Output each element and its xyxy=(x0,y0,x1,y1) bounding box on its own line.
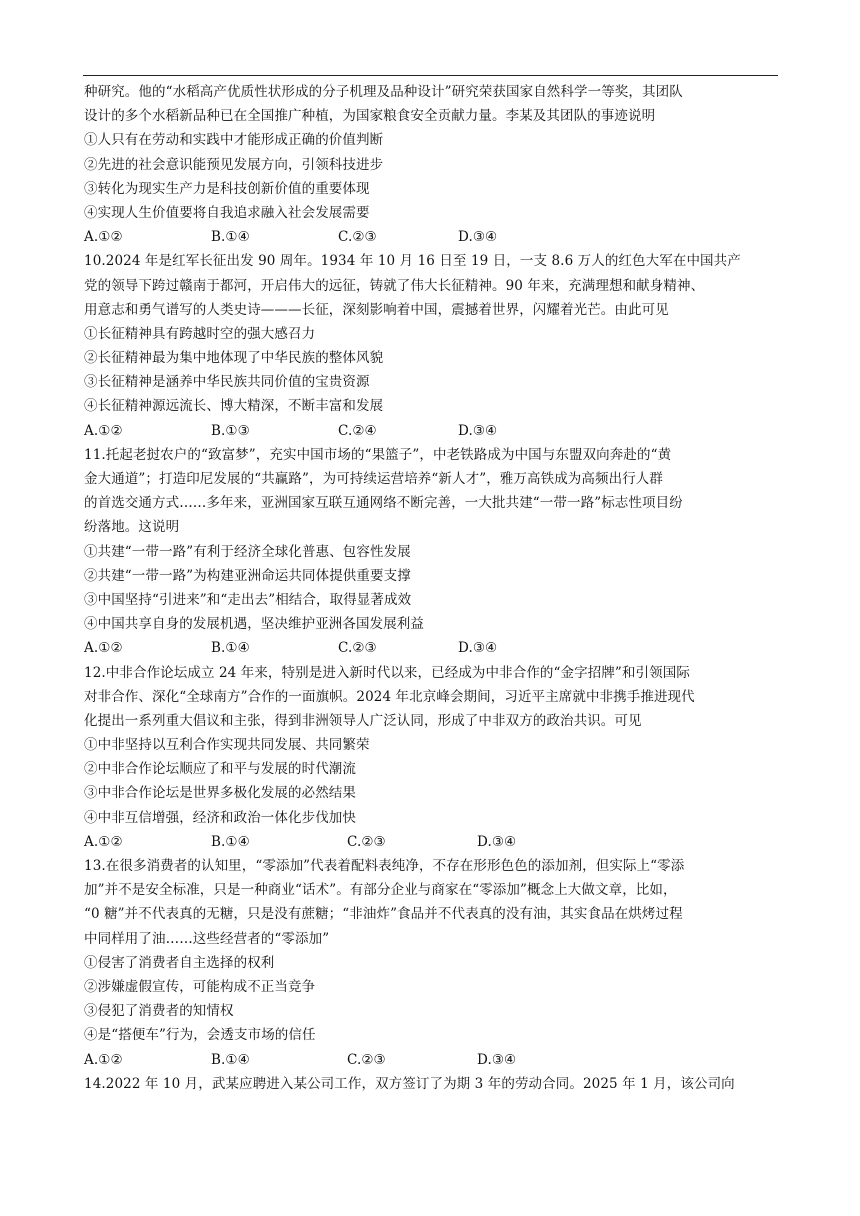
question-12 xyxy=(84,661,784,855)
question-11-stem-line: 的首选交通方式……多年来，亚洲国家互联互通网络不断完善，一大批共建“一带一路”标志性项目纷 xyxy=(84,495,683,512)
option-d[interactable]: D.③④ xyxy=(477,833,517,850)
question-10-item-2: ②长征精神最为集中地体现了中华民族的整体风貌 xyxy=(84,350,384,367)
option-a[interactable]: A.①② xyxy=(84,229,123,246)
question-13-item-4: ④是“搭便车”行为，会透支市场的信任 xyxy=(84,1027,316,1044)
question-9-item-3: ③转化为现实生产力是科技创新价值的重要体现 xyxy=(84,180,370,197)
question-10-item-4: ④长征精神源远流长、博大精深，不断丰富和发展 xyxy=(84,398,384,415)
option-c[interactable]: C.②③ xyxy=(338,640,377,657)
question-12-stem-line: 化提出一系列重大倡议和主张，得到非洲领导人广泛认同，形成了中非双方的政治共识。可见 xyxy=(84,712,642,729)
option-a[interactable]: A.①② xyxy=(84,833,123,850)
option-b[interactable]: B.①④ xyxy=(211,640,250,657)
question-12-options xyxy=(84,830,784,854)
question-11-item-4: ④中国共享自身的发展机遇，坚决维护亚洲各国发展利益 xyxy=(84,616,424,633)
question-12-stem-line: 12.中非合作论坛成立 24 年来，特别是进入新时代以来，已经成为中非合作的“金字招牌”和引领国际 xyxy=(84,664,690,681)
option-a[interactable]: A.①② xyxy=(84,422,123,439)
option-b[interactable]: B.①④ xyxy=(211,833,250,850)
question-11-item-1: ①共建“一带一路”有利于经济全球化普惠、包容性发展 xyxy=(84,543,411,560)
question-13-stem-line: 加”并不是安全标准，只是一种商业“话术”。有部分企业与商家在“零添加”概念上大做文章，比如， xyxy=(84,882,677,899)
question-10-options xyxy=(84,419,784,443)
question-13-item-2: ②涉嫌虚假宣传，可能构成不正当竞争 xyxy=(84,978,316,995)
option-b[interactable]: B.①④ xyxy=(211,229,250,246)
option-c[interactable]: C.②③ xyxy=(347,833,386,850)
question-12-item-4: ④中非互信增强，经济和政治一体化步伐加快 xyxy=(84,809,356,826)
option-b[interactable]: B.①④ xyxy=(211,1051,250,1068)
option-a[interactable]: A.①② xyxy=(84,640,123,657)
question-9-item-2: ②先进的社会意识能预见发展方向，引领科技进步 xyxy=(84,156,384,173)
question-10-stem-line: 10.2024 年是红军长征出发 90 周年。1934 年 10 月 16 日至 19 日，一支 8.6 万人的红色大军在中国共产 xyxy=(84,253,741,270)
question-14 xyxy=(84,1072,784,1096)
question-11-stem-line: 11.托起老挝农户的“致富梦”，充实中国市场的“果篮子”，中老铁路成为中国与东盟双向奔赴的“黄 xyxy=(84,446,672,463)
question-11-options xyxy=(84,636,784,660)
exam-page xyxy=(84,80,784,1096)
question-10 xyxy=(84,249,784,443)
question-12-stem-line: 对非合作、深化“全球南方”合作的一面旗帜。2024 年北京峰会期间，习近平主席就中非携手推进现代 xyxy=(84,688,695,705)
question-13-options xyxy=(84,1048,784,1072)
question-12-item-1: ①中非坚持以互利合作实现共同发展、共同繁荣 xyxy=(84,737,370,754)
option-d[interactable]: D.③④ xyxy=(458,229,498,246)
question-13 xyxy=(84,854,784,1072)
header-rule xyxy=(83,75,778,76)
question-11-stem-line: 纷落地。这说明 xyxy=(84,519,180,536)
question-11-item-3: ③中国坚持“引进来”和“走出去”相结合，取得显著成效 xyxy=(84,591,412,608)
option-d[interactable]: D.③④ xyxy=(477,1051,517,1068)
option-b[interactable]: B.①③ xyxy=(211,422,250,439)
question-13-stem-line: 13.在很多消费者的认知里，“零添加”代表着配料表纯净，不存在形形色色的添加剂，但实际上“零添 xyxy=(84,858,685,874)
question-9-item-1: ①人只有在劳动和实践中才能形成正确的价值判断 xyxy=(84,132,384,149)
question-11-item-2: ②共建“一带一路”为构建亚洲命运共同体提供重要支撑 xyxy=(84,567,411,584)
option-c[interactable]: C.②③ xyxy=(347,1051,386,1068)
question-9-options xyxy=(84,225,784,249)
question-9 xyxy=(84,80,784,249)
question-13-stem-line: “0 糖”并不代表真的无糖，只是没有蔗糖；“非油炸”食品并不代表真的没有油，其实食品在烘烤过程 xyxy=(84,906,683,923)
question-11-stem-line: 金大通道”；打造印尼发展的“共赢路”，为可持续运营培养“新人才”，雅万高铁成为高频出行人群 xyxy=(84,471,664,487)
option-c[interactable]: C.②④ xyxy=(338,422,377,439)
question-9-stem-line: 设计的多个水稻新品种已在全国推广种植，为国家粮食安全贡献力量。李某及其团队的事迹说明 xyxy=(84,108,656,125)
question-9-stem-line: 种研究。他的“水稻高产优质性状形成的分子机理及品种设计”研究荣获国家自然科学一等奖，其团队 xyxy=(84,84,683,100)
question-13-item-3: ③侵犯了消费者的知情权 xyxy=(84,1003,234,1020)
question-11 xyxy=(84,443,784,661)
option-c[interactable]: C.②③ xyxy=(338,229,377,246)
question-10-item-3: ③长征精神是涵养中华民族共同价值的宝贵资源 xyxy=(84,374,370,391)
question-12-item-2: ②中非合作论坛顺应了和平与发展的时代潮流 xyxy=(84,761,356,778)
question-9-item-4: ④实现人生价值要将自我追求融入社会发展需要 xyxy=(84,204,370,221)
question-10-stem-line: 党的领导下跨过赣南于都河，开启伟大的远征，铸就了伟大长征精神。90 年来，充满理想和献身精神、 xyxy=(84,277,705,294)
option-d[interactable]: D.③④ xyxy=(458,422,498,439)
question-14-stem-line: 14.2022 年 10 月，武某应聘进入某公司工作，双方签订了为期 3 年的劳动合同。2025 年 1 月，该公司向 xyxy=(84,1075,735,1092)
question-10-item-1: ①长征精神具有跨越时空的强大感召力 xyxy=(84,325,316,342)
question-13-item-1: ①侵害了消费者自主选择的权利 xyxy=(84,954,275,971)
question-10-stem-line: 用意志和勇气谱写的人类史诗———长征，深刻影响着中国，震撼着世界，闪耀着光芒。由此可见 xyxy=(84,301,669,318)
option-d[interactable]: D.③④ xyxy=(458,640,498,657)
question-12-item-3: ③中非合作论坛是世界多极化发展的必然结果 xyxy=(84,785,356,802)
option-a[interactable]: A.①② xyxy=(84,1051,123,1068)
question-13-stem-line: 中同样用了油……这些经营者的“零添加” xyxy=(84,930,330,947)
